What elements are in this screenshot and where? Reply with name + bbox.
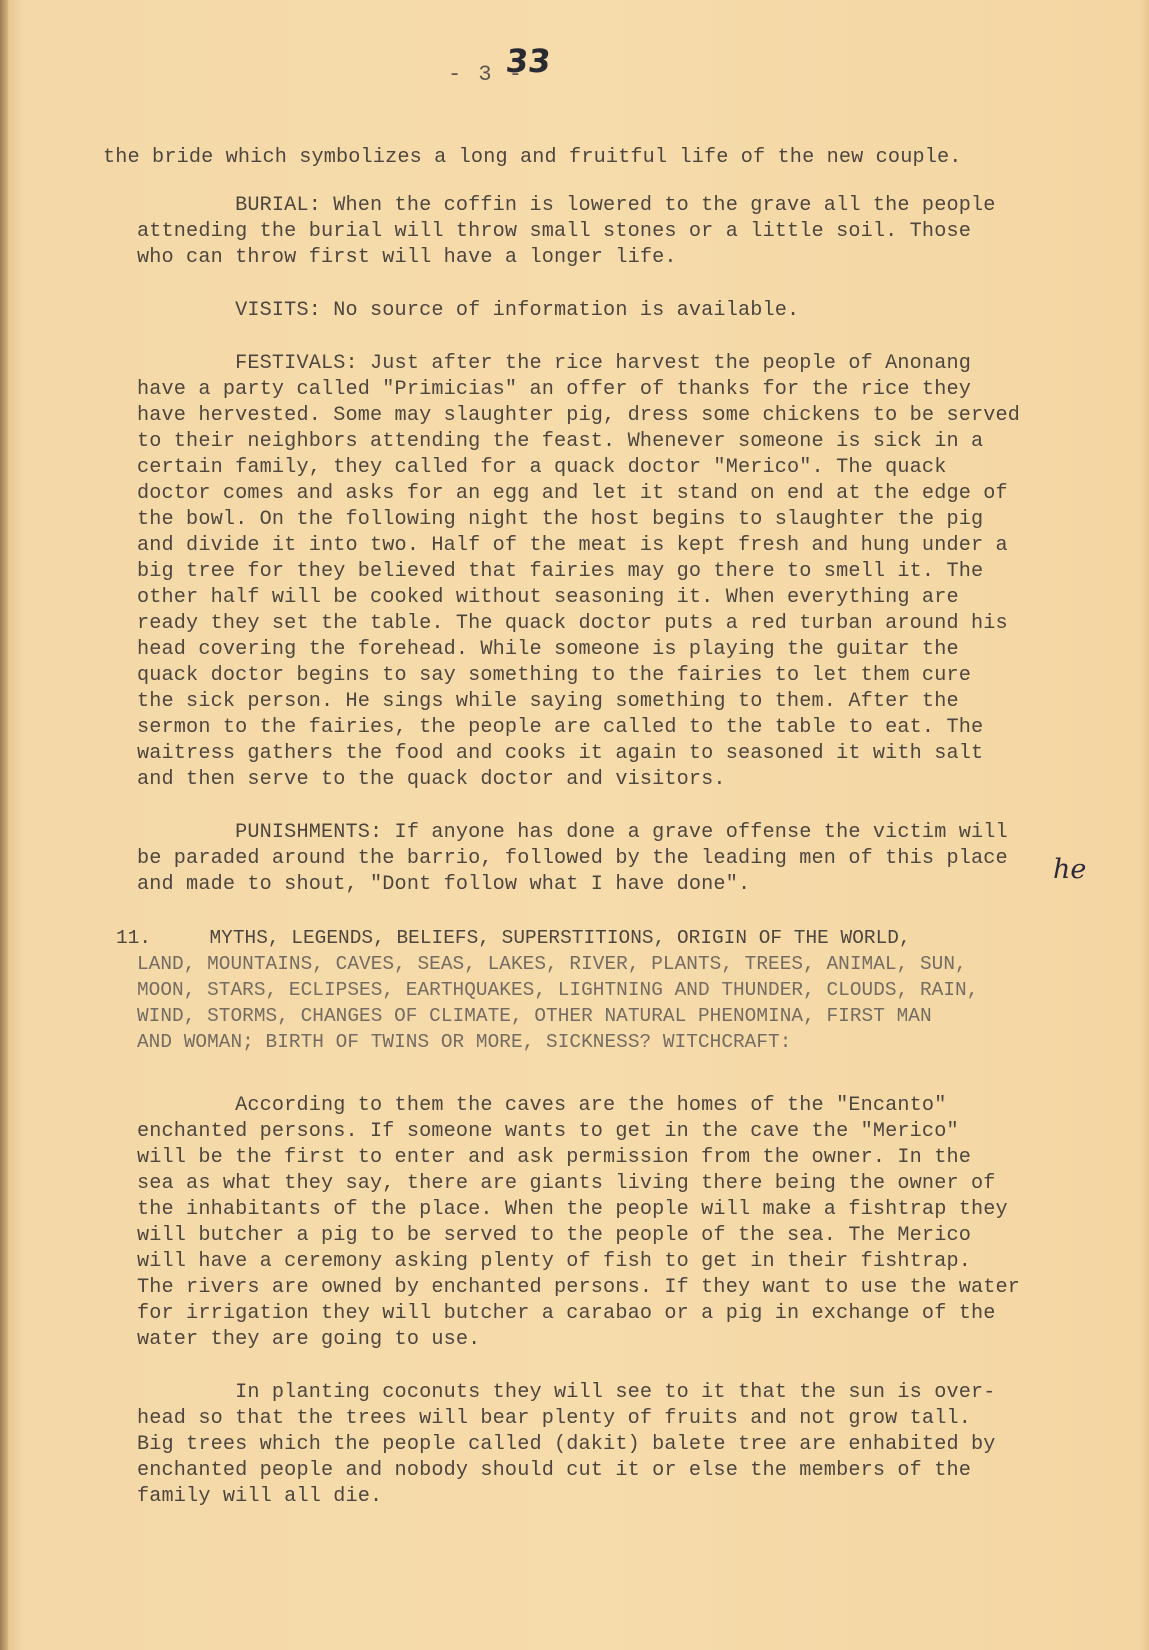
text-line: VISITS: No source of information is available. bbox=[137, 299, 800, 322]
text-line: will have a ceremony asking plenty of fish to get in their fishtrap. bbox=[137, 1250, 971, 1273]
text-line: BURIAL: When the coffin is lowered to the grave all the people bbox=[137, 194, 996, 217]
text-line: sea as what they say, there are giants living there being the owner of bbox=[137, 1172, 996, 1195]
text-line: family will all die. bbox=[137, 1485, 383, 1508]
text-line: The rivers are owned by enchanted persons. If they want to use the water bbox=[137, 1276, 1021, 1299]
text-line: FESTIVALS: Just after the rice harvest the people of Anonang bbox=[137, 352, 971, 375]
text-line: to their neighbors attending the feast. Whenever someone is sick in a bbox=[137, 430, 984, 453]
text-line: and divide it into two. Half of the meat is kept fresh and hung under a bbox=[137, 534, 1008, 557]
text-line: water they are going to use. bbox=[137, 1328, 481, 1351]
section-heading-line: LAND, MOUNTAINS, CAVES, SEAS, LAKES, RIVER, PLANTS, TREES, ANIMAL, SUN, bbox=[137, 953, 967, 975]
text-line: the bowl. On the following night the host begins to slaughter the pig bbox=[137, 508, 984, 531]
text-line: doctor comes and asks for an egg and let it stand on end at the edge of bbox=[137, 482, 1008, 505]
text-line: have hervested. Some may slaughter pig, dress some chickens to be served bbox=[137, 404, 1021, 427]
text-line: the sick person. He sings while saying something to them. After the bbox=[137, 690, 959, 713]
text-line: enchanted people and nobody should cut it or else the members of the bbox=[137, 1459, 971, 1482]
text-line: other half will be cooked without seasoning it. When everything are bbox=[137, 586, 959, 609]
text-line: be paraded around the barrio, followed by the leading men of this place bbox=[137, 847, 1008, 870]
section-heading-line: AND WOMAN; BIRTH OF TWINS OR MORE, SICKNESS? WITCHCRAFT: bbox=[137, 1031, 792, 1053]
section-heading-line: MOON, STARS, ECLIPSES, EARTHQUAKES, LIGHTNING AND THUNDER, CLOUDS, RAIN, bbox=[137, 979, 979, 1001]
text-line: attneding the burial will throw small stones or a little soil. Those bbox=[137, 220, 971, 243]
text-line: head covering the forehead. While someone is playing the guitar the bbox=[137, 638, 959, 661]
text-line: enchanted persons. If someone wants to get in the cave the "Merico" bbox=[137, 1120, 959, 1143]
text-line: and made to shout, "Dont follow what I have done". bbox=[137, 873, 751, 896]
text-line: and then serve to the quack doctor and visitors. bbox=[137, 768, 726, 791]
text-line: sermon to the fairies, the people are called to the table to eat. The bbox=[137, 716, 984, 739]
text-line: Big trees which the people called (dakit) balete tree are enhabited by bbox=[137, 1433, 996, 1456]
text-line: head so that the trees will bear plenty of fruits and not grow tall. bbox=[137, 1407, 971, 1430]
text-line: who can throw first will have a longer life. bbox=[137, 246, 677, 269]
text-line: PUNISHMENTS: If anyone has done a grave offense the victim will bbox=[137, 821, 1008, 844]
text-line: big tree for they believed that fairies may go there to smell it. The bbox=[137, 560, 984, 583]
text-line: quack doctor begins to say something to the fairies to let them cure bbox=[137, 664, 971, 687]
text-line: have a party called "Primicias" an offer of thanks for the rice they bbox=[137, 378, 971, 401]
text-line: will be the first to enter and ask permission from the owner. In the bbox=[137, 1146, 971, 1169]
text-line: ready they set the table. The quack doctor puts a red turban around his bbox=[137, 612, 1008, 635]
text-line: for irrigation they will butcher a carabao or a pig in exchange of the bbox=[137, 1302, 996, 1325]
text-line: According to them the caves are the homes of the "Encanto" bbox=[137, 1094, 947, 1117]
text-line: will butcher a pig to be served to the people of the sea. The Merico bbox=[137, 1224, 971, 1247]
text-line: certain family, they called for a quack doctor "Merico". The quack bbox=[137, 456, 947, 479]
page-binding-edge bbox=[0, 0, 8, 1650]
text-line: waitress gathers the food and cooks it again to seasoned it with salt bbox=[137, 742, 984, 765]
handwritten-page-number: 33 bbox=[504, 42, 553, 80]
text-line: the bride which symbolizes a long and fruitful life of the new couple. bbox=[103, 146, 962, 169]
text-line: the inhabitants of the place. When the people will make a fishtrap they bbox=[137, 1198, 1008, 1221]
text-line: In planting coconuts they will see to it that the sun is over- bbox=[137, 1381, 996, 1404]
section-heading-line: 11. MYTHS, LEGENDS, BELIEFS, SUPERSTITIONS, ORIGIN OF THE WORLD, bbox=[116, 927, 911, 949]
handwritten-insert: he bbox=[1053, 854, 1087, 885]
section-heading-line: WIND, STORMS, CHANGES OF CLIMATE, OTHER NATURAL PHENOMINA, FIRST MAN bbox=[137, 1005, 932, 1027]
typed-page-number: - 3 - bbox=[448, 62, 525, 87]
